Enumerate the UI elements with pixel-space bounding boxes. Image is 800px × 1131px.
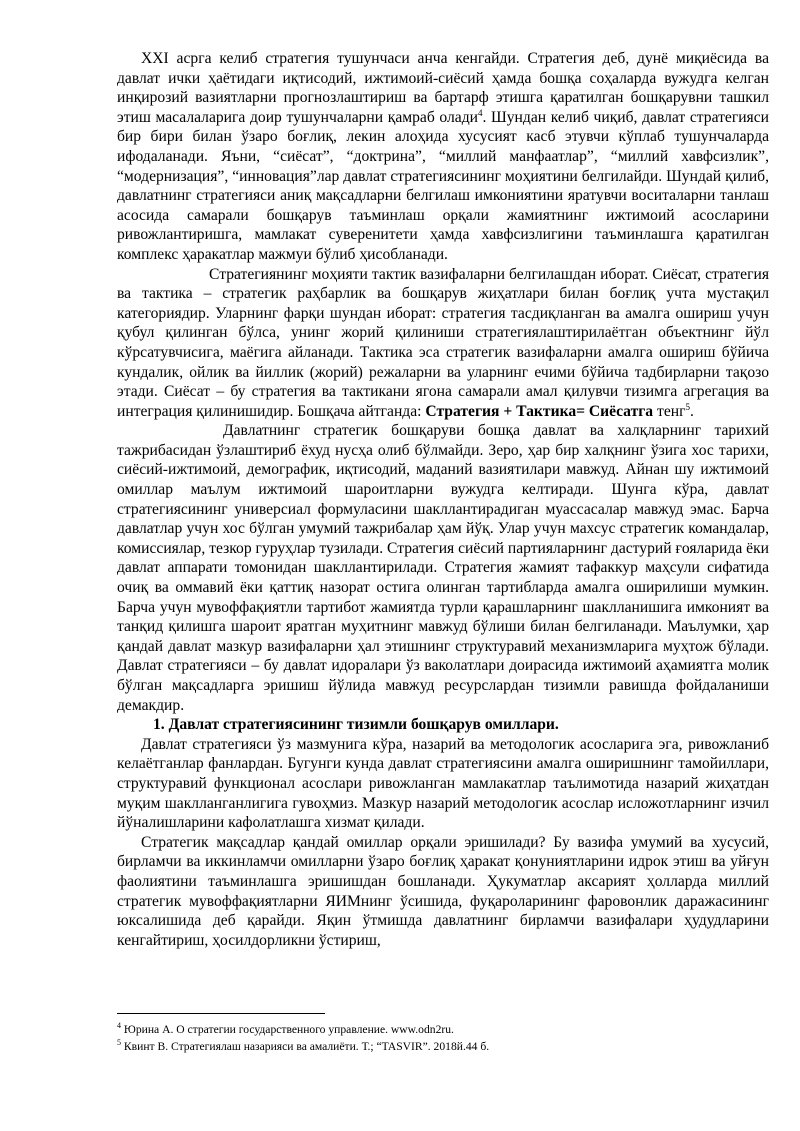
paragraph-2 bbox=[117, 265, 769, 422]
document-body bbox=[117, 49, 769, 950]
footnote-4-mark: 4 bbox=[117, 1021, 121, 1031]
footnote-ref-5[interactable]: 5 bbox=[685, 401, 690, 412]
paragraph-1-text: XXI асрга келиб стратегия тушунчаси анча кенгайди. Стратегия деб, дунё миқиёсида ва давлат ички ҳаётидаги иқтисодий, ижтимоий-сиёсий ҳамда бошқа соҳаларда вужудга келган инқирозий вазиятларни прогнозлаштириш ва бартарф этишга қаратилган бошқарувни ташкил этиш масалаларига доир тушунчаларни қамраб олади bbox=[117, 50, 769, 126]
paragraph-4 bbox=[117, 735, 769, 833]
paragraph-3-text: Давлатнинг стратегик бошқаруви бошқа давлат ва халқларнинг тарихий тажрибасидан ўзлаштириб ёхуд нусҳа олиб бўлмайди. Зеро, ҳар бир халқнинг ўзига хос тарихи, сиёсий-ижтимоий, демографик, иқтисодий, маданий вазиятилари мавжуд. Айнан шу ижтимоий омиллар маълум ижтимоий шароитларни вужудга келтиради. Шунга кўра, давлат стратегиясининг универсиал формуласини шакллантирадиган муассасалар мавжуд эмас. Барча давлатлар учун хос бўлган умумий тажрибалар ҳам йўқ. Улар учун махсус стратегик командалар, комиссиялар, тезкор гуруҳлар тузилади. Стратегия сиёсий партияларнинг дастурий ғояларида ёки давлат аппарати томонидан шакллантирилади. Стратегия жамият тафаккур маҳсули сифатида очиқ ва оммавий ёки қаттиқ назорат остига олинган тартибларда амалга оширилиши мумкин. Барча учун мувоффақиятли тартибот жамиятда турли қарашларнинг шаклланишига имконият ва танқид қилишга шароит яратган муҳитнинг мавжуд бўлиши билан белгиланади. Маълумки, ҳар қандай давлат мазкур вазифаларни ҳал этишнинг структуравий механизмларига муҳтож бўлади. Давлат стратегияси – бу давлат идоралари ўз ваколатлари доирасида ижтимоий аҳамиятга молик бўлган мақсадларга эришиш йўлида мавжуд ресурслардан тизимли равишда фойдаланиши демакдир. bbox=[117, 422, 769, 714]
paragraph-1 bbox=[117, 49, 769, 265]
footnote-5-text: Квинт В. Стратегиялаш назарияси ва амалиёти. Т.; “TASVIR”. 2018й.44 б. bbox=[123, 1040, 490, 1053]
formula-bold: Стратегия + Тактика= Сиёсатга bbox=[425, 402, 654, 420]
footnote-4-text: Юрина А. О стратегии государственного управление. www.odn2ru. bbox=[123, 1023, 454, 1036]
paragraph-2-end: . bbox=[690, 402, 694, 420]
paragraph-5 bbox=[117, 833, 769, 951]
paragraph-4-text: Давлат стратегияси ўз мазмунига кўра, назарий ва методологик асосларига эга, ривожланиб келаётганлар фанлардан. Бугунги кунда давлат стратегиясини амалга оширишнинг тамойиллари, структуравий функционал асослари ривожланган мамлакатлар таълимотида назарий жиҳатдан муқим шаклланганлигига гувоҳмиз. Мазкур назарий методологик асослар исложотларнинг изчил йўналишларини кафолатлашга хизмат қилади. bbox=[117, 735, 769, 832]
footnote-ref-4[interactable]: 4 bbox=[477, 107, 483, 118]
footnote-5-mark: 5 bbox=[117, 1038, 121, 1048]
formula-tail: тенг bbox=[653, 402, 686, 420]
paragraph-5-text: Стратегик мақсадлар қандай омиллар орқали эришилади? Бу вазифа умумий ва хусусий, бирламчи ва иккинламчи омилларни ўзаро боғлиқ ҳаракат қонуниятларини идрок этиш ва уйғун фаолиятини таъминлашга эришишдан бошланади. Ҳукуматлар аксарият ҳолларда миллий стратегик мувоффақиятларни ЯИМнинг ўсишида, фуқароларининг фаровонлик даражасининг юксалишида деб қарайди. Яқин ўтмишда давлатнинг бирламчи вазифалари ҳудудларини кенгайтириш, ҳосилдорликни ўстириш, bbox=[117, 833, 769, 949]
footnote-4 bbox=[117, 1023, 454, 1037]
footnote-separator bbox=[117, 1013, 325, 1014]
paragraph-1-text-cont: . Шундан келиб чиқиб, давлат стратегияси бир бири билан ўзаро боғлиқ, лекин алоҳида хусусият касб этувчи кўплаб тушунчаларда ифодаланади. Яъни, “сиёсат”, “доктрина”, “миллий манфаатлар”, “миллий хавфсизлик”, “модернизация”, “инновация”лар давлат стратегиясининг моҳиятини белгилайди. Шундай қилиб, давлатнинг стратегияси аниқ мақсадларни белгилаш имкониятини яратувчи воситаларни танлаш асосида самарали бошқарув таъминлаш орқали жамиятнинг ижтимоий асосларини ривожлантиришга, мамлакат суверенитети ҳамда хавфсизлигини таъминлашга қаратилган комплекс ҳаракатлар мажмуи бўлиб ҳисобланади. bbox=[117, 108, 769, 263]
paragraph-2-text: Стратегиянинг моҳияти тактик вазифаларни белгилашдан иборат. Сиёсат, стратегия ва тактика – стратегик раҳбарлик ва бошқарув жиҳатлари билан боғлиқ учта мустақил категориядир. Уларнинг фарқи шундан иборат: стратегия тасдиқланган ва амалга ошириш учун қубул қилинган бўлса, унинг жорий қилиниши стратегиялаштирилаётган объектнинг йўл кўрсатувчисига, маёгига айланади. Тактика эса стратегик вазифаларни амалга ошириш бўйича кундалик, ойлик ва йиллик (жорий) режаларни ва уларнинг ечими бўйича тадбирларни тақозо этади. Сиёсат – бу стратегия ва тактикани ягона самарали амал қилувчи тизимга агрегация ва интеграция қилинишидир. Бошқача айтганда: bbox=[117, 265, 769, 420]
footnote-5 bbox=[117, 1040, 489, 1054]
section-heading: 1. Давлат стратегиясининг тизимли бошқарув омиллари. bbox=[153, 716, 559, 734]
paragraph-3 bbox=[117, 421, 769, 715]
